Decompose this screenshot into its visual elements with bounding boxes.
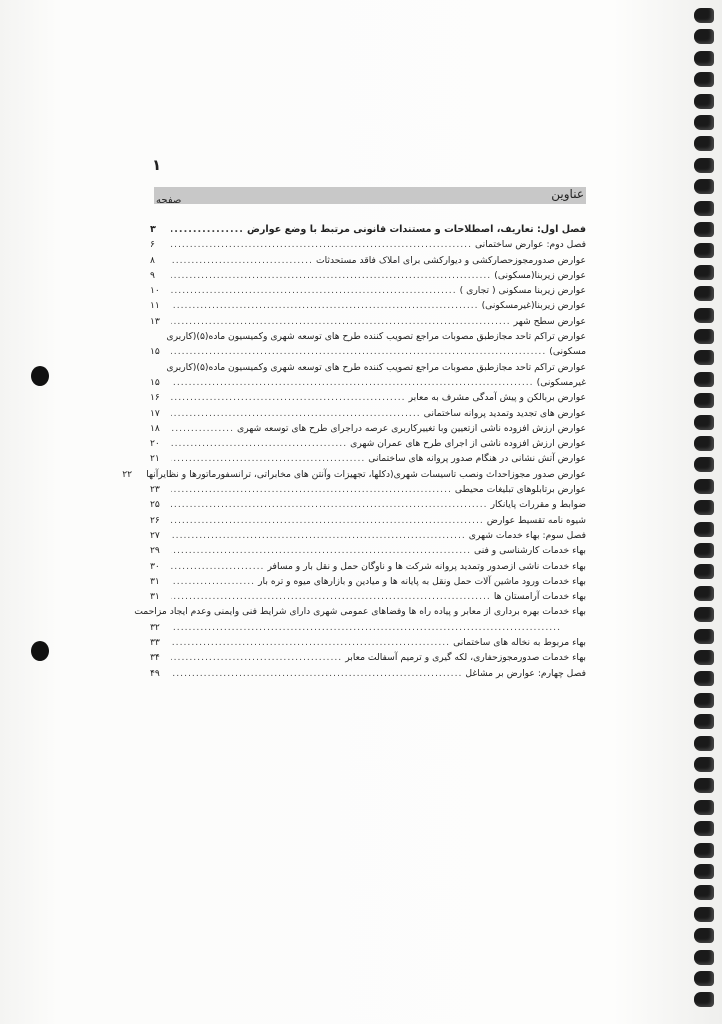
toc-entry-title: بهاء خدمات آرامستان ها [493, 591, 586, 603]
toc-entry[interactable] [150, 589, 586, 604]
spiral-coil [694, 907, 714, 922]
spiral-coil [694, 950, 714, 965]
toc-entry-page: ۳ [150, 224, 156, 235]
toc-dot-leader [171, 513, 484, 528]
spiral-coil [694, 778, 714, 793]
toc-entry-page: ۳۰ [150, 560, 160, 572]
toc-entry-title: ضوابط و مقررات پایانکار [490, 499, 586, 511]
table-of-contents [122, 222, 586, 681]
toc-entry-title: عوارض ارزش افزوده ناشی از اجرای طرح های عمران شهری [350, 438, 586, 450]
toc-entry-page: ۳۱ [150, 575, 160, 587]
toc-entry-page: ۱۵ [150, 346, 160, 358]
spiral-coil [694, 94, 714, 109]
toc-entry[interactable] [150, 574, 586, 589]
toc-entry-title: عوارض ارزش افزوده ناشی ازتعیین وبا تغییرکاربری عرصه دراجرای طرح های توسعه شهری [237, 422, 586, 434]
toc-entry-title: عوارض بربالکن و پیش آمدگی مشرف به معابر [408, 392, 586, 404]
toc-entry[interactable] [150, 314, 586, 329]
spiral-coil [694, 650, 714, 665]
spiral-coil [694, 179, 714, 194]
spiral-coil [694, 329, 714, 344]
toc-entry[interactable] [150, 513, 586, 528]
toc-entry[interactable] [150, 298, 586, 313]
toc-dot-leader [171, 344, 546, 359]
toc-entry-title: عوارض سطح شهر [513, 315, 586, 327]
spiral-coil [694, 543, 714, 558]
spiral-coil [694, 736, 714, 751]
toc-entry-title: عوارض زیربنا مسکونی ( تجاری ) [459, 285, 586, 297]
spiral-coil [694, 864, 714, 879]
toc-entry[interactable] [150, 451, 586, 466]
toc-entry-title: فصل اول: تعاریف، اصطلاحات و مستندات قانونی مرتبط با وضع عوارض [246, 224, 586, 235]
spiral-coil [694, 308, 714, 323]
toc-entry-page: ۱۷ [150, 407, 160, 419]
toc-entry[interactable] [150, 268, 586, 283]
toc-entry-page: ۱۸ [150, 422, 160, 434]
spiral-coil [694, 51, 714, 66]
toc-entry-title: غیرمسکونی) [536, 376, 586, 388]
toc-entry[interactable] [150, 406, 586, 421]
spiral-coil [694, 629, 714, 644]
toc-entry-page: ۳۴ [150, 652, 160, 664]
toc-entry[interactable] [150, 222, 586, 237]
toc-entry[interactable] [150, 635, 586, 650]
toc-entry[interactable] [150, 421, 586, 436]
toc-entry[interactable] [150, 344, 586, 359]
toc-entry[interactable] [150, 482, 586, 497]
toc-entry-page: ۳۲ [150, 621, 160, 633]
spiral-coil [694, 800, 714, 815]
toc-entry-title: عوارض تراکم تاحد مجازطبق مصوبات مراجع تصویب کننده طرح های توسعه شهری وکمیسیون ماده(۵)(کاربری [166, 361, 586, 373]
spiral-coil [694, 671, 714, 686]
spiral-coil [694, 436, 714, 451]
toc-entry[interactable] [150, 329, 586, 344]
toc-entry[interactable] [150, 360, 586, 375]
spiral-coil [694, 885, 714, 900]
toc-entry-title: بهاء مربوط به نخاله های ساختمانی [453, 637, 586, 649]
spiral-coil [694, 714, 714, 729]
toc-entry-title: شیوه نامه تقسیط عوارض [486, 514, 586, 526]
spiral-coil [694, 350, 714, 365]
spiral-coil [694, 136, 714, 151]
toc-dot-leader [171, 237, 472, 252]
toc-dot-leader [171, 268, 491, 283]
toc-entry[interactable] [150, 436, 586, 451]
spiral-coil [694, 522, 714, 537]
spiral-coil [694, 757, 714, 772]
spiral-coil [694, 586, 714, 601]
toc-dot-leader [171, 528, 466, 543]
spiral-coil [694, 286, 714, 301]
toc-dot-leader [171, 666, 462, 681]
toc-entry-page: ۲۵ [150, 499, 160, 511]
spiral-binding [694, 8, 716, 1018]
toc-entry-title: بهاء خدمات کارشناسی و فنی [474, 545, 586, 557]
toc-entry[interactable] [150, 543, 586, 558]
toc-dot-leader [171, 406, 421, 421]
toc-dot-leader [171, 497, 488, 512]
toc-entry-page: ۱۰ [150, 285, 160, 297]
toc-entry-page: ۱۵ [150, 376, 160, 388]
toc-entry-title: فصل سوم: بهاء خدمات شهری [468, 529, 586, 541]
spiral-coil [694, 115, 714, 130]
toc-entry-title: مسکونی) [549, 346, 586, 358]
toc-entry-page: ۱۳ [150, 315, 160, 327]
toc-entry-page: ۹ [150, 269, 155, 281]
spiral-coil [694, 372, 714, 387]
toc-entry[interactable] [150, 650, 586, 665]
toc-entry[interactable] [150, 497, 586, 512]
spiral-coil [694, 500, 714, 515]
spiral-coil [694, 72, 714, 87]
toc-header-band [154, 187, 586, 204]
spiral-coil [694, 928, 714, 943]
spiral-coil [694, 8, 714, 23]
toc-entry[interactable] [150, 559, 586, 574]
toc-entry-title: بهاء خدمات بهره برداری از معابر و پیاده راه ها وفضاهای عمومی شهری دارای شرایط فنی وایمنی وعدم ایجاد مزاحمت [134, 606, 586, 618]
toc-entry[interactable] [122, 467, 586, 482]
spiral-coil [694, 992, 714, 1007]
toc-entry-page: ۱۱ [150, 300, 160, 312]
toc-page-label: صفحه [156, 195, 182, 206]
toc-entry-title: بهاء خدمات ورود ماشین آلات حمل ونقل به پایانه ها و میادین و بازارهای میوه و تره بار [258, 575, 586, 587]
toc-entry-page: ۳۳ [150, 637, 160, 649]
spiral-coil [694, 607, 714, 622]
toc-dot-leader [171, 390, 406, 405]
punch-hole-top [31, 366, 49, 386]
spiral-coil [694, 457, 714, 472]
toc-dot-leader [171, 635, 450, 650]
spiral-coil [694, 222, 714, 237]
toc-entry[interactable] [150, 666, 586, 681]
page-number: ۱ [152, 156, 162, 174]
spiral-coil [694, 693, 714, 708]
toc-dot-leader [171, 436, 347, 451]
toc-entry-title: عوارض صدور مجوزاحداث ونصب تاسیسات شهری(دکلها، تجهیزات وآنتن های مخابراتی، ترانسفورماتورها و نظایرآنها [146, 468, 586, 480]
spiral-coil [694, 821, 714, 836]
toc-entry[interactable] [134, 604, 586, 619]
spiral-coil [694, 415, 714, 430]
toc-entry-title: عوارض تراکم تاحد مجازطبق مصوبات مراجع تصویب کننده طرح های توسعه شهری وکمیسیون ماده(۵)(کاربری [166, 331, 586, 343]
toc-dot-leader [171, 620, 561, 635]
toc-entry[interactable] [150, 390, 586, 405]
toc-dot-leader [171, 451, 365, 466]
toc-entry-title: عوارض صدورمجوزحصارکشی و دیوارکشی برای املاک فاقد مستحدثات [315, 254, 586, 266]
toc-dot-leader [171, 314, 511, 329]
toc-entry-title: بهاء خدمات صدورمجوزحفاری، لکه گیری و ترمیم آسفالت معابر [345, 652, 586, 664]
toc-dot-leader [171, 650, 342, 665]
toc-dot-leader [171, 574, 255, 589]
spiral-coil [694, 201, 714, 216]
toc-entry-title: عوارض آتش نشانی در هنگام صدور پروانه های ساختمانی [368, 453, 586, 465]
toc-entry-title: عوارض برتابلوهای تبلیغات محیطی [454, 484, 586, 496]
toc-entry-title: عوارض زیربنا(غیرمسکونی) [481, 300, 586, 312]
toc-dot-leader [171, 421, 234, 436]
toc-dot-leader [171, 543, 471, 558]
toc-dot-leader [171, 589, 491, 604]
toc-dot-leader [171, 559, 264, 574]
spiral-coil [694, 158, 714, 173]
spiral-coil [694, 971, 714, 986]
punch-hole-bottom [31, 641, 49, 661]
toc-dot-leader [171, 298, 479, 313]
toc-entry-title: فصل چهارم: عوارض بر مشاغل [465, 667, 586, 679]
toc-entry-page: ۲۷ [150, 529, 160, 541]
toc-dot-leader [171, 283, 457, 298]
toc-entry[interactable] [150, 528, 586, 543]
toc-entry-page: ۱۶ [150, 392, 160, 404]
spiral-coil [694, 843, 714, 858]
spiral-coil [694, 564, 714, 579]
toc-entry[interactable] [150, 237, 586, 252]
spiral-coil [694, 243, 714, 258]
toc-entry-title: عوارض زیربنا(مسکونی) [494, 269, 586, 281]
spiral-coil [694, 393, 714, 408]
toc-entry-page: ۲۶ [150, 514, 160, 526]
toc-entry-page: ۲۲ [122, 468, 133, 480]
spiral-coil [694, 265, 714, 280]
toc-entry[interactable] [150, 253, 586, 268]
toc-entry[interactable] [150, 620, 586, 635]
toc-entry-title: فصل دوم: عوارض ساختمانی [475, 239, 586, 251]
toc-entry-page: ۴۹ [150, 667, 160, 679]
toc-dot-leader [171, 253, 313, 268]
toc-entry[interactable] [150, 375, 586, 390]
toc-entry-page: ۶ [150, 239, 155, 251]
toc-entry-page: ۳۱ [150, 591, 160, 603]
toc-title: عناوین [551, 187, 584, 201]
toc-dot-leader [171, 222, 244, 237]
toc-dot-leader [171, 375, 534, 390]
spiral-coil [694, 479, 714, 494]
toc-entry-title: عوارض های تجدید وتمدید پروانه ساختمانی [423, 407, 586, 419]
toc-entry-page: ۸ [150, 254, 155, 266]
toc-entry-page: ۲۳ [150, 484, 160, 496]
toc-entry-page: ۲۰ [150, 438, 160, 450]
toc-entry[interactable] [150, 283, 586, 298]
toc-entry-page: ۲۱ [150, 453, 160, 465]
spiral-coil [694, 29, 714, 44]
toc-entry-title: بهاء خدمات ناشی ازصدور وتمدید پروانه شرکت ها و ناوگان حمل و نقل بار و مسافر [267, 560, 586, 572]
toc-dot-leader [171, 482, 452, 497]
toc-entry-page: ۲۹ [150, 545, 160, 557]
